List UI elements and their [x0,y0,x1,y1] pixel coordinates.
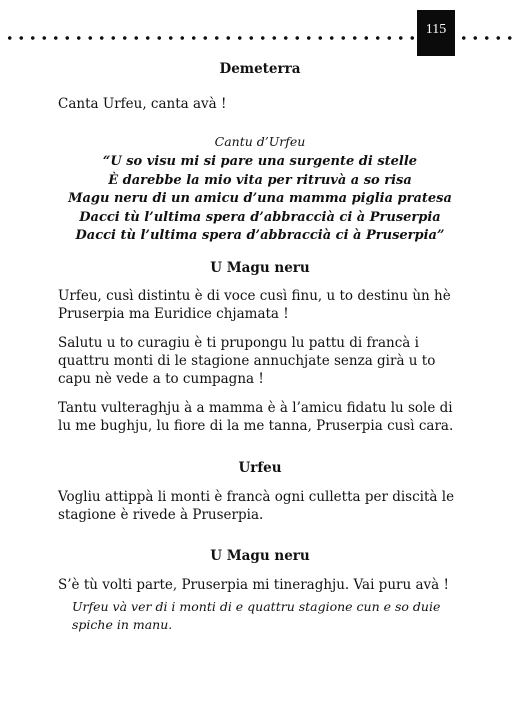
dialogue-line: Canta Urfeu, canta avà ! [58,96,227,112]
speaker-urfeu: Urfeu [238,459,282,476]
dialogue-paragraph: Urfeu, cusì distintu è di voce cusì finu, u to destinu ùn hè Pruserpia ma Euridice chjamata ! [58,287,451,322]
dialogue-paragraph: Salutu u to curagiu è ti prupongu lu pattu di francà i quattru monti di le stagione annuchjate senza girà u to capu nè vede a to cumpagna ! [58,334,436,387]
song-title: Cantu d’Urfeu [214,134,306,149]
verse-line: Magu neru di un amicu d’una mamma piglia pratesa [68,191,452,206]
dialogue-paragraph: Vogliu attippà li monti è francà ogni culletta per discità le stagione è rivede à Pruserpia. [58,488,455,523]
dotted-rule-right [458,35,514,41]
dialogue-paragraph: S’è tù volti parte, Pruserpia mi tineraghju. Vai puru avà ! [58,576,449,593]
speaker-magu-neru: U Magu neru [210,259,310,276]
dotted-rule-left [4,35,416,41]
speaker-demeterra: Demeterra [219,61,301,77]
song-verses [58,153,462,246]
verse-line: Dacci tù l’ultima spera d’abbraccià ci à Pruserpia” [75,228,445,243]
speaker-magu-neru: U Magu neru [210,547,310,564]
stage-direction: Urfeu và ver di i monti di e quattru stagione cun e so duie spiche in manu. [72,598,441,632]
verse-line: È darebbe la mio vita per ritruvà a so risa [108,172,412,188]
page-body [58,58,462,634]
dialogue-paragraph: Tantu vulteraghju à a mamma è à l’amicu fidatu lu sole di lu me bughju, lu fiore di la me tanna, Pruserpia cusì cara. [58,399,454,434]
page-number: 115 [417,10,455,56]
verse-line: Dacci tù l’ultima spera d’abbraccià ci à Pruserpia [79,209,441,225]
verse-line: “U so visu mi si pare una surgente di stelle [102,154,418,169]
